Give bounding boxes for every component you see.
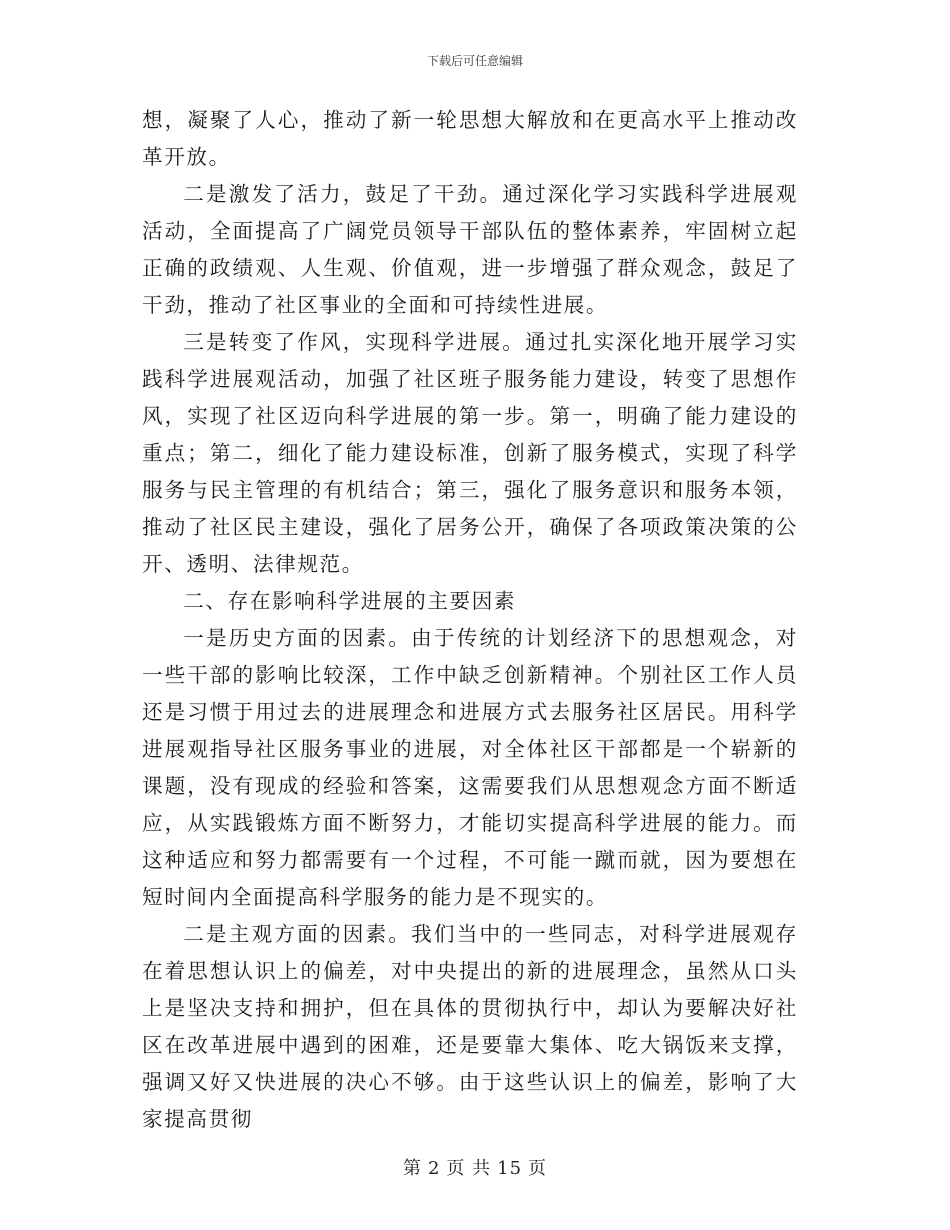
page-footer xyxy=(0,1154,950,1180)
paragraph-4: 一是历史方面的因素。由于传统的计划经济下的思想观念，对一些干部的影响比较深，工作中缺乏创新精神。个别社区工作人员还是习惯于用过去的进展理念和进展方式去服务社区居民。用科学进展观指导社区服务事业的进展，对全体社区干部都是一个崭新的课题，没有现成的经验和答案，这需要我们从思想观念方面不断适应，从实践锻炼方面不断努力，才能切实提高科学进展的能力。而这种适应和努力都需要有一个过程，不可能一蹴而就，因为要想在短时间内全面提高科学服务的能力是不现实的。 xyxy=(142,626,798,909)
paragraph-3: 三是转变了作风，实现科学进展。通过扎实深化地开展学习实践科学进展观活动，加强了社区班子服务能力建设，转变了思想作风，实现了社区迈向科学进展的第一步。第一，明确了能力建设的重点；第二，细化了能力建设标准，创新了服务模式，实现了科学服务与民主管理的有机结合；第三，强化了服务意识和服务本领，推动了社区民主建设，强化了居务公开，确保了各项政策决策的公开、透明、法律规范。 xyxy=(142,330,798,576)
page-header xyxy=(0,52,950,69)
footer-total-pages: 15 xyxy=(497,1158,523,1179)
footer-prefix: 第 xyxy=(402,1158,422,1179)
document-body xyxy=(142,102,798,1138)
header-text: 下载后可任意编辑 xyxy=(426,54,523,68)
footer-suffix: 页 xyxy=(528,1158,548,1179)
footer-middle: 页 共 xyxy=(446,1158,492,1179)
footer-page-number: 2 xyxy=(427,1158,441,1179)
paragraph-5: 二是主观方面的因素。我们当中的一些同志，对科学进展观存在着思想认识上的偏差，对中央提出的新的进展理念，虽然从口头上是坚决支持和拥护，但在具体的贯彻执行中，却认为要解决好社区在改革进展中遇到的困难，还是要靠大集体、吃大锅饭来支撑，强调又好又快进展的决心不够。由于这些认识上的偏差，影响了大家提高贯彻 xyxy=(142,922,798,1131)
paragraph-1: 想，凝聚了人心，推动了新一轮思想大解放和在更高水平上推动改革开放。 xyxy=(142,108,798,169)
paragraph-2: 二是激发了活力，鼓足了干劲。通过深化学习实践科学进展观活动，全面提高了广阔党员领导干部队伍的整体素养，牢固树立起正确的政绩观、人生观、价值观，进一步增强了群众观念，鼓足了干劲，推动了社区事业的全面和可持续性进展。 xyxy=(142,182,798,317)
section-heading: 二、存在影响科学进展的主要因素 xyxy=(183,589,517,613)
